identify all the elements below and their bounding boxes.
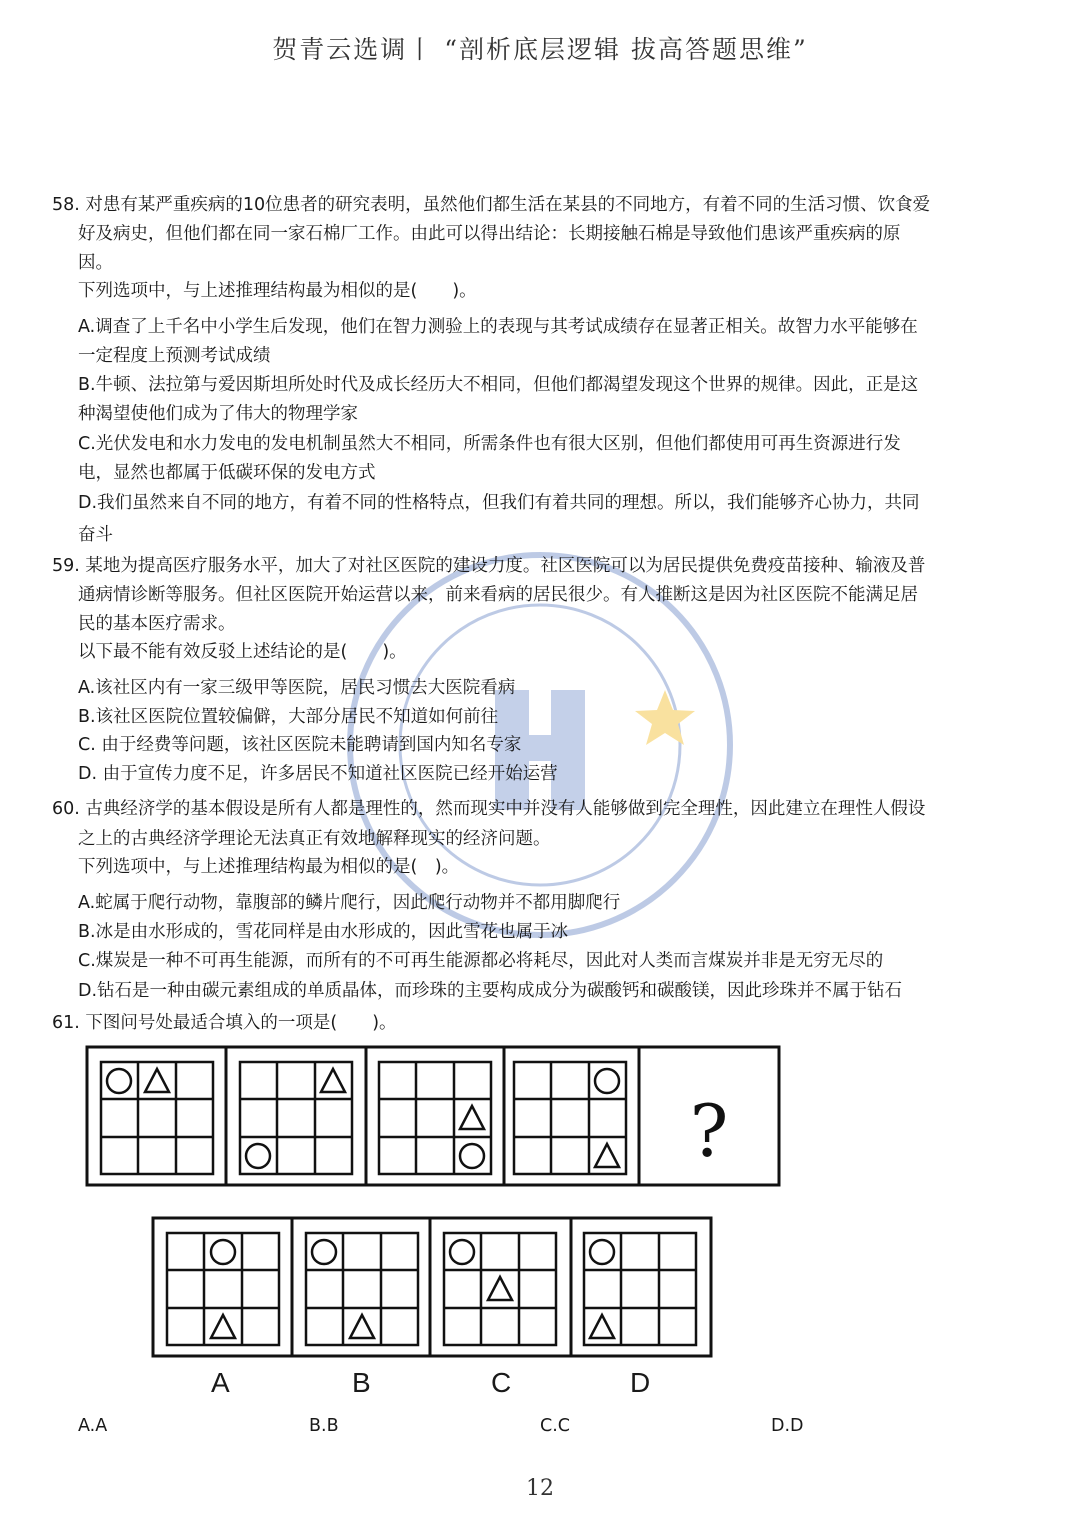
q59-line-3: 民的基本医疗需求。 [78, 614, 236, 634]
panel1-circle [107, 1069, 131, 1093]
q59-option-a[interactable]: A.该社区内有一家三级甲等医院，居民习惯去大医院看病 [78, 678, 516, 698]
q58-option-c-line-2[interactable]: 电，显然也都属于低碳环保的发电方式 [78, 463, 376, 483]
q58-option-d-line-1[interactable]: D.我们虽然来自不同的地方，有着不同的性格特点，但我们有着共同的理想。所以，我们能够齐心协力，共同 [78, 493, 920, 513]
q60-line-2: 之上的古典经济学理论无法真正有效地解释现实的经济问题。 [78, 829, 551, 849]
puzzle-sequence-figure [84, 1044, 784, 1190]
question-mark: ? [689, 1089, 729, 1173]
q59-prompt: 以下最不能有效反驳上述结论的是( )。 [78, 642, 407, 662]
figure-label-b: B [352, 1367, 371, 1398]
answer-choices-figure [150, 1215, 716, 1361]
q59-line-2: 通病情诊断等服务。但社区医院开始运营以来，前来看病的居民很少。有人推断这是因为社区医院不能满足居 [78, 585, 918, 605]
panel4-triangle [595, 1144, 619, 1167]
q59-option-d[interactable]: D. 由于宣传力度不足，许多居民不知道社区医院已经开始运营 [78, 764, 558, 784]
q60-option-b[interactable]: B.冰是由水形成的，雪花同样是由水形成的，因此雪花也属于冰 [78, 922, 569, 942]
page-number: 12 [526, 1476, 554, 1501]
q58-option-a-line-1[interactable]: A.调查了上千名中小学生后发现，他们在智力测验上的表现与其考试成绩存在显著正相关。故智力水平能够在 [78, 317, 918, 337]
choiceB-circle [312, 1240, 336, 1264]
panel2-circle [246, 1144, 270, 1168]
panel3-triangle [460, 1106, 484, 1129]
q58-line-1: 58. 对患有某严重疾病的10位患者的研究表明，虽然他们都生活在某县的不同地方，有着不同的生活习惯、饮食爱 [52, 195, 931, 215]
q61-line-1: 61. 下图问号处最适合填入的一项是( )。 [52, 1013, 397, 1033]
q61-option-c[interactable]: C.C [540, 1416, 571, 1436]
q58-option-d-line-2[interactable]: 奋斗 [78, 525, 113, 545]
q58-option-c-line-1[interactable]: C.光伏发电和水力发电的发电机制虽然大不相同，所需条件也有很大区别，但他们都使用可再生资源进行发 [78, 434, 901, 454]
choiceD-triangle [590, 1315, 614, 1338]
figure-label-a: A [211, 1367, 230, 1398]
q58-option-b-line-2[interactable]: 种渴望使他们成为了伟大的物理学家 [78, 404, 358, 424]
choiceD-circle [590, 1240, 614, 1264]
choiceA-circle [211, 1240, 235, 1264]
q58-option-a-line-2[interactable]: 一定程度上预测考试成绩 [78, 346, 271, 366]
q58-line-3: 因。 [78, 253, 113, 273]
choiceC-triangle [488, 1277, 512, 1300]
choiceA-triangle [211, 1315, 235, 1338]
q59-option-c[interactable]: C. 由于经费等问题，该社区医院未能聘请到国内知名专家 [78, 735, 522, 755]
q61-option-b[interactable]: B.B [309, 1416, 339, 1436]
q58-prompt: 下列选项中，与上述推理结构最为相似的是( )。 [78, 281, 477, 301]
q58-line-2: 好及病史，但他们都在同一家石棉厂工作。由此可以得出结论：长期接触石棉是导致他们患该严重疾病的原 [78, 224, 901, 244]
q60-line-1: 60. 古典经济学的基本假设是所有人都是理性的，然而现实中并没有人能够做到完全理性，因此建立在理性人假设 [52, 799, 926, 819]
q60-prompt: 下列选项中，与上述推理结构最为相似的是( )。 [78, 857, 460, 877]
q61-option-d[interactable]: D.D [771, 1416, 804, 1436]
q59-line-1: 59. 某地为提高医疗服务水平，加大了对社区医院的建设力度。社区医院可以为居民提供免费疫苗接种、输液及普 [52, 556, 926, 576]
panel2-triangle [321, 1069, 345, 1092]
q60-option-d[interactable]: D.钻石是一种由碳元素组成的单质晶体，而珍珠的主要构成成分为碳酸钙和碳酸镁，因此珍珠并不属于钻石 [78, 981, 903, 1001]
panel3-circle [460, 1144, 484, 1168]
figure-label-d: D [630, 1367, 651, 1398]
panel4-circle [595, 1069, 619, 1093]
choiceB-triangle [350, 1315, 374, 1338]
panel1-triangle [145, 1069, 169, 1092]
choiceC-circle [450, 1240, 474, 1264]
watermark-star-icon [635, 690, 695, 745]
q59-option-b[interactable]: B.该社区医院位置较偏僻，大部分居民不知道如何前往 [78, 707, 499, 727]
q61-option-a[interactable]: A.A [78, 1416, 108, 1436]
q60-option-a[interactable]: A.蛇属于爬行动物，靠腹部的鳞片爬行，因此爬行动物并不都用脚爬行 [78, 893, 621, 913]
figure-label-c: C [491, 1367, 512, 1398]
q60-option-c[interactable]: C.煤炭是一种不可再生能源，而所有的不可再生能源都必将耗尽，因此对人类而言煤炭并非是无穷无尽的 [78, 951, 884, 971]
q58-option-b-line-1[interactable]: B.牛顿、法拉第与爱因斯坦所处时代及成长经历大不相同，但他们都渴望发现这个世界的规律。因此，正是这 [78, 375, 919, 395]
page-header: 贺青云选调丨 “剖析底层逻辑 拔高答题思维” [272, 35, 808, 64]
